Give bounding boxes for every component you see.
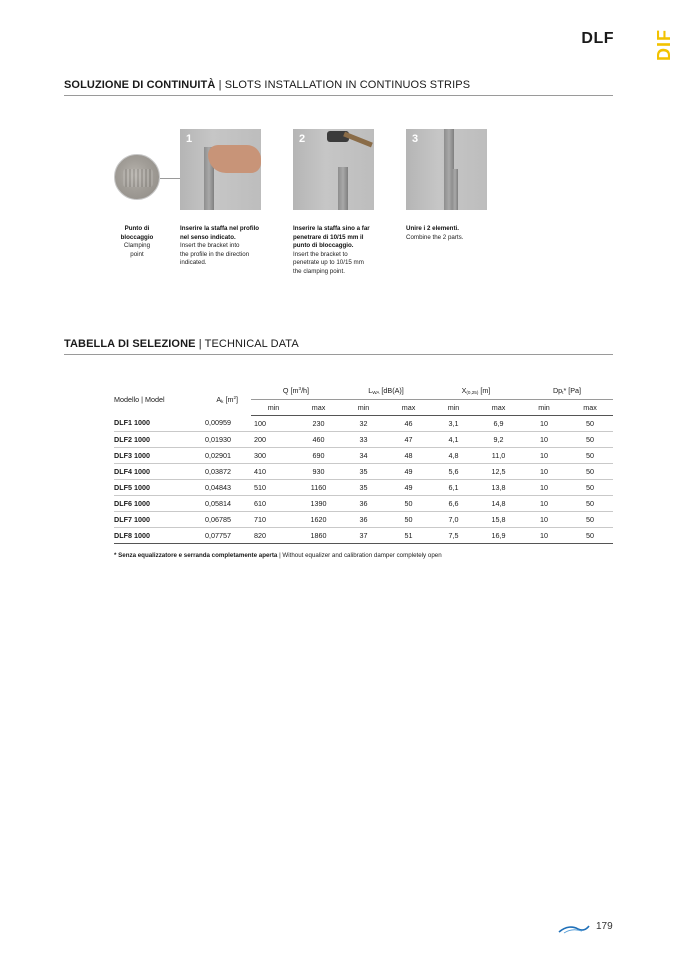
installation-title-it: SOLUZIONE DI CONTINUITÀ <box>64 79 216 91</box>
lwa-max-cell: 47 <box>386 431 431 447</box>
clamping-point-caption <box>112 225 162 259</box>
step-1-caption <box>180 225 280 268</box>
clamping-point-detail-image <box>114 154 160 200</box>
q-min-cell: 300 <box>251 447 296 463</box>
dp-min-cell: 10 <box>521 495 567 511</box>
q-label: Q [m <box>282 386 299 396</box>
technical-data-section-title <box>64 338 299 350</box>
x-min-cell: 7,0 <box>431 511 476 527</box>
x-min-cell: 3,1 <box>431 415 476 431</box>
q-max-cell: 690 <box>296 447 341 463</box>
table-row <box>114 479 613 495</box>
lwa-min-cell: 35 <box>341 479 386 495</box>
q-max-cell: 930 <box>296 463 341 479</box>
lwa-min-cell: 36 <box>341 511 386 527</box>
dp-max-cell: 50 <box>567 527 613 543</box>
ak-cell: 0,07757 <box>198 527 251 543</box>
x-min-cell: 7,5 <box>431 527 476 543</box>
table-row <box>114 527 613 543</box>
table-row <box>114 495 613 511</box>
step-caption-en-line: indicated. <box>180 259 207 267</box>
ak-cell: 0,05814 <box>198 495 251 511</box>
model-header-sep: | <box>141 394 144 404</box>
profile-bar <box>338 167 348 210</box>
step-3-photo <box>406 129 487 210</box>
clamp-caption-it-1: Punto di <box>124 225 150 232</box>
lwa-label: L <box>368 386 373 396</box>
step-caption-it-line: nel senso indicato. <box>180 233 236 241</box>
lwa-max-cell: 49 <box>386 479 431 495</box>
lwa-min-cell: 36 <box>341 495 386 511</box>
table-row <box>114 415 613 431</box>
q-max-cell: 1160 <box>296 479 341 495</box>
ak-cell: 0,03872 <box>198 463 251 479</box>
ak-unit-exponent: 2 <box>233 394 236 400</box>
dp-min-cell: 10 <box>521 447 567 463</box>
model-column-header <box>114 383 198 415</box>
dp-min-cell: 10 <box>521 527 567 543</box>
lwa-max-cell: 50 <box>386 495 431 511</box>
lwa-min-cell: 37 <box>341 527 386 543</box>
footnote-en: Without equalizer and calibration damper completely open <box>282 552 442 559</box>
dp-max-cell: 50 <box>567 479 613 495</box>
min-header: min <box>341 399 386 415</box>
technical-data-table <box>114 383 613 544</box>
step-caption-it-line: Inserire la staffa sino a far <box>293 225 370 232</box>
step-1-photo <box>180 129 261 210</box>
technical-title-en: TECHNICAL DATA <box>204 338 299 350</box>
x-max-cell: 6,9 <box>476 415 521 431</box>
step-caption-en-line: Combine the 2 parts. <box>406 233 464 241</box>
dp-unit: * [Pa] <box>563 386 582 396</box>
step-caption-it-line: penetrare di 10/15 mm il <box>293 233 364 241</box>
step-number: 3 <box>412 133 419 145</box>
min-header: min <box>431 399 476 415</box>
dp-min-cell: 10 <box>521 479 567 495</box>
dp-min-cell: 10 <box>521 431 567 447</box>
ak-cell: 0,00959 <box>198 415 251 431</box>
hand-shape <box>208 145 261 173</box>
model-cell: DLF6 1000 <box>114 495 198 511</box>
lwa-max-cell: 50 <box>386 511 431 527</box>
clamp-caption-it-2: bloccaggio <box>120 233 154 241</box>
table-row <box>114 463 613 479</box>
installation-title-sep: | <box>218 79 222 91</box>
step-caption-en-line: Insert the bracket to <box>293 250 348 258</box>
x-max-cell: 12,5 <box>476 463 521 479</box>
lwa-unit: [dB(A)] <box>379 386 404 396</box>
dp-min-cell: 10 <box>521 415 567 431</box>
x-min-cell: 5,6 <box>431 463 476 479</box>
ak-symbol: A <box>216 394 222 404</box>
step-2-photo <box>293 129 374 210</box>
model-cell: DLF4 1000 <box>114 463 198 479</box>
footnote-it: * Senza equalizzatore e serranda completamente aperta <box>114 552 278 559</box>
model-cell: DLF2 1000 <box>114 431 198 447</box>
q-max-cell: 1860 <box>296 527 341 543</box>
throw-group-header <box>431 383 521 399</box>
q-unit: /h] <box>301 386 310 396</box>
dp-max-cell: 50 <box>567 463 613 479</box>
ak-cell: 0,02901 <box>198 447 251 463</box>
step-caption-it-line: Inserire la staffa nel profilo <box>180 225 260 232</box>
max-header: max <box>386 399 431 415</box>
lwa-max-cell: 46 <box>386 415 431 431</box>
step-caption-en-line: penetrate up to 10/15 mm <box>293 259 364 267</box>
step-caption-en-line: the clamping point. <box>293 267 345 275</box>
ak-cell: 0,01930 <box>198 431 251 447</box>
dp-min-cell: 10 <box>521 511 567 527</box>
step-caption-it-line: punto di bloccaggio. <box>293 242 354 250</box>
x-max-cell: 11,0 <box>476 447 521 463</box>
lwa-min-cell: 32 <box>341 415 386 431</box>
x-unit: [m] <box>478 386 491 396</box>
x-max-cell: 13,8 <box>476 479 521 495</box>
q-min-cell: 710 <box>251 511 296 527</box>
installation-section-title <box>64 79 470 91</box>
section-divider <box>64 95 613 96</box>
model-cell: DLF5 1000 <box>114 479 198 495</box>
max-header: max <box>296 399 341 415</box>
step-3-caption <box>406 225 506 242</box>
x-max-cell: 16,9 <box>476 527 521 543</box>
dp-max-cell: 50 <box>567 431 613 447</box>
technical-title-it: TABELLA DI SELEZIONE <box>64 338 196 350</box>
airflow-group-header <box>251 383 341 399</box>
ak-subscript: k <box>221 398 224 404</box>
dp-max-cell: 50 <box>567 415 613 431</box>
model-cell: DLF1 1000 <box>114 415 198 431</box>
step-number: 1 <box>186 133 193 145</box>
table-row <box>114 447 613 463</box>
lwa-max-cell: 49 <box>386 463 431 479</box>
x-subscript: (0,25) <box>466 390 479 396</box>
lwa-max-cell: 48 <box>386 447 431 463</box>
x-min-cell: 4,8 <box>431 447 476 463</box>
lwa-min-cell: 33 <box>341 431 386 447</box>
section-divider <box>64 354 613 355</box>
max-header: max <box>476 399 521 415</box>
ak-cell: 0,06785 <box>198 511 251 527</box>
x-max-cell: 14,8 <box>476 495 521 511</box>
step-caption-it-line: Unire i 2 elementi. <box>406 225 459 232</box>
sound-power-group-header <box>341 383 431 399</box>
q-max-cell: 1390 <box>296 495 341 511</box>
dp-subscript: t <box>562 390 564 396</box>
x-min-cell: 6,6 <box>431 495 476 511</box>
section-tab-label: DIF <box>654 29 674 61</box>
lwa-max-cell: 51 <box>386 527 431 543</box>
x-label: X <box>461 386 467 396</box>
section-tab <box>646 26 677 66</box>
q-max-cell: 1620 <box>296 511 341 527</box>
step-number: 2 <box>299 133 306 145</box>
q-exponent: 3 <box>298 386 302 392</box>
x-min-cell: 6,1 <box>431 479 476 495</box>
lwa-min-cell: 35 <box>341 463 386 479</box>
lwa-subscript: WA <box>372 390 380 396</box>
q-min-cell: 410 <box>251 463 296 479</box>
model-cell: DLF8 1000 <box>114 527 198 543</box>
profile-joint <box>452 169 458 210</box>
dp-max-cell: 50 <box>567 447 613 463</box>
dp-label: Dp <box>552 386 563 396</box>
table-footnote <box>114 552 442 559</box>
clamp-caption-en-2: point <box>130 250 144 258</box>
step-caption-en-line: Insert the bracket into <box>180 242 240 250</box>
table-row <box>114 511 613 527</box>
model-header-it: Modello <box>114 394 140 404</box>
model-header-en: Model <box>145 394 165 404</box>
min-header: min <box>251 399 296 415</box>
q-min-cell: 510 <box>251 479 296 495</box>
q-min-cell: 200 <box>251 431 296 447</box>
x-min-cell: 4,1 <box>431 431 476 447</box>
clamp-caption-en-1: Clamping <box>123 242 151 250</box>
model-cell: DLF3 1000 <box>114 447 198 463</box>
max-header: max <box>567 399 613 415</box>
ak-unit: [m <box>223 394 234 404</box>
ak-column-header <box>198 383 251 415</box>
x-max-cell: 9,2 <box>476 431 521 447</box>
dp-min-cell: 10 <box>521 463 567 479</box>
lwa-min-cell: 34 <box>341 447 386 463</box>
step-caption-en-line: the profile in the direction <box>180 250 250 258</box>
q-min-cell: 100 <box>251 415 296 431</box>
table-row <box>114 431 613 447</box>
dp-max-cell: 50 <box>567 511 613 527</box>
pressure-drop-group-header <box>521 383 613 399</box>
q-max-cell: 230 <box>296 415 341 431</box>
page-number: 179 <box>596 921 613 932</box>
installation-title-en: SLOTS INSTALLATION IN CONTINUOS STRIPS <box>224 79 471 91</box>
model-cell: DLF7 1000 <box>114 511 198 527</box>
ak-cell: 0,04843 <box>198 479 251 495</box>
step-2-caption <box>293 225 393 277</box>
q-max-cell: 460 <box>296 431 341 447</box>
footnote-sep: | <box>277 552 283 559</box>
brand-wave-icon <box>558 921 590 939</box>
x-max-cell: 15,8 <box>476 511 521 527</box>
ak-unit-close: ] <box>236 394 238 404</box>
q-min-cell: 610 <box>251 495 296 511</box>
q-min-cell: 820 <box>251 527 296 543</box>
product-code: DLF <box>581 30 614 47</box>
technical-title-sep: | <box>198 338 202 350</box>
dp-max-cell: 50 <box>567 495 613 511</box>
min-header: min <box>521 399 567 415</box>
